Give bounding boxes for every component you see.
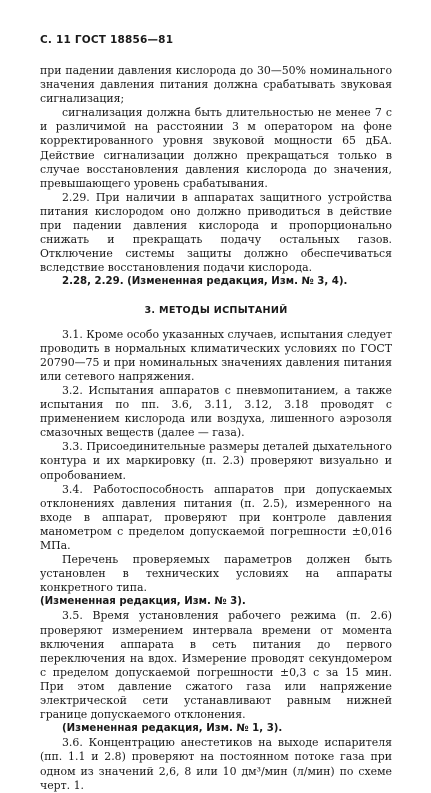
paragraph-3-6: 3.6. Концентрацию анестетиков на выходе испарителя (пп. 1.1 и 2.8) проверяют на постоянном потоке газа при одном из значений 2,6, 8 или 10 дм³/мин (л/мин) по схеме черт. 1. [40, 736, 392, 792]
page-body [40, 64, 392, 793]
paragraph-3-1: 3.1. Кроме особо указанных случаев, испытания следует проводить в нормальных климатических условиях по ГОСТ 20790—75 и при номинальных значениях давления питания или сетевого напряжения. [40, 327, 392, 383]
amendment-note-2-28: 2.28, 2.29. (Измененная редакция, Изм. № 3, 4). [62, 276, 348, 288]
page-header: С. 11 ГОСТ 18856—81 [40, 34, 174, 46]
paragraph-2-29: 2.29. При наличии в аппаратах защитного устройства питания кислородом оно должно приводиться в действие при падении давления кислорода и пропорционально снижать и прекращать подачу остальных газов. Отключение системы защиты должно обеспечиваться вследствие восстановления подачи кислорода. [40, 190, 392, 275]
paragraph-oxygen-alarm: при падении давления кислорода до 30—50% номинального значения давления питания должна срабатывать звуковая сигнализация; [40, 64, 392, 106]
paragraph-parameter-list: Перечень проверяемых параметров должен быть установлен в технических условиях на аппараты конкретного типа. [40, 553, 392, 595]
amendment-note-3-4: (Измененная редакция, Изм. № 3). [40, 596, 246, 608]
paragraph-3-2: 3.2. Испытания аппаратов с пневмопитанием, а также испытания по пп. 3.6, 3.11, 3.12, 3.18 проводят с применением кислорода или воздуха, лишенного аэрозоля смазочных веществ (далее — газа). [40, 383, 392, 440]
paragraph-3-4: 3.4. Работоспособность аппаратов при допускаемых отклонениях давления питания (п. 2.5), измеренного на входе в аппарат, проверяют при контроле давления манометром с пределом допускаемой погрешности ±0,016 МПа. [40, 482, 392, 552]
paragraph-3-5: 3.5. Время установления рабочего режима (п. 2.6) проверяют измерением интервала времени от момента включения аппарата в сеть питания до первого переключения на вдох. Измерение проводят секундомером с пределом допускаемой погрешности ±0,3 с за 15 мин. При этом давление сжатого газа или напряжение электрической сети устанавливают равным нижней границе допускаемого отклонения. [40, 609, 392, 722]
amendment-note-3-5: (Измененная редакция, Изм. № 1, 3). [62, 723, 283, 735]
paragraph-3-3: 3.3. Присоединительные размеры деталей дыхательного контура и их маркировку (п. 2.3) проверяют визуально и опробованием. [40, 440, 392, 482]
section-heading-test-methods: 3. МЕТОДЫ ИСПЫТАНИЙ [144, 304, 288, 316]
paragraph-alarm-duration: сигнализация должна быть длительностью не менее 7 с и различимой на расстоянии 3 м оператором на фоне корректированного уровня звуковой мощности 65 дБА. Действие сигнализации должно прекращаться только в случае восстановления давления кислорода до значения, превышающего уровень срабатывания. [40, 106, 392, 190]
